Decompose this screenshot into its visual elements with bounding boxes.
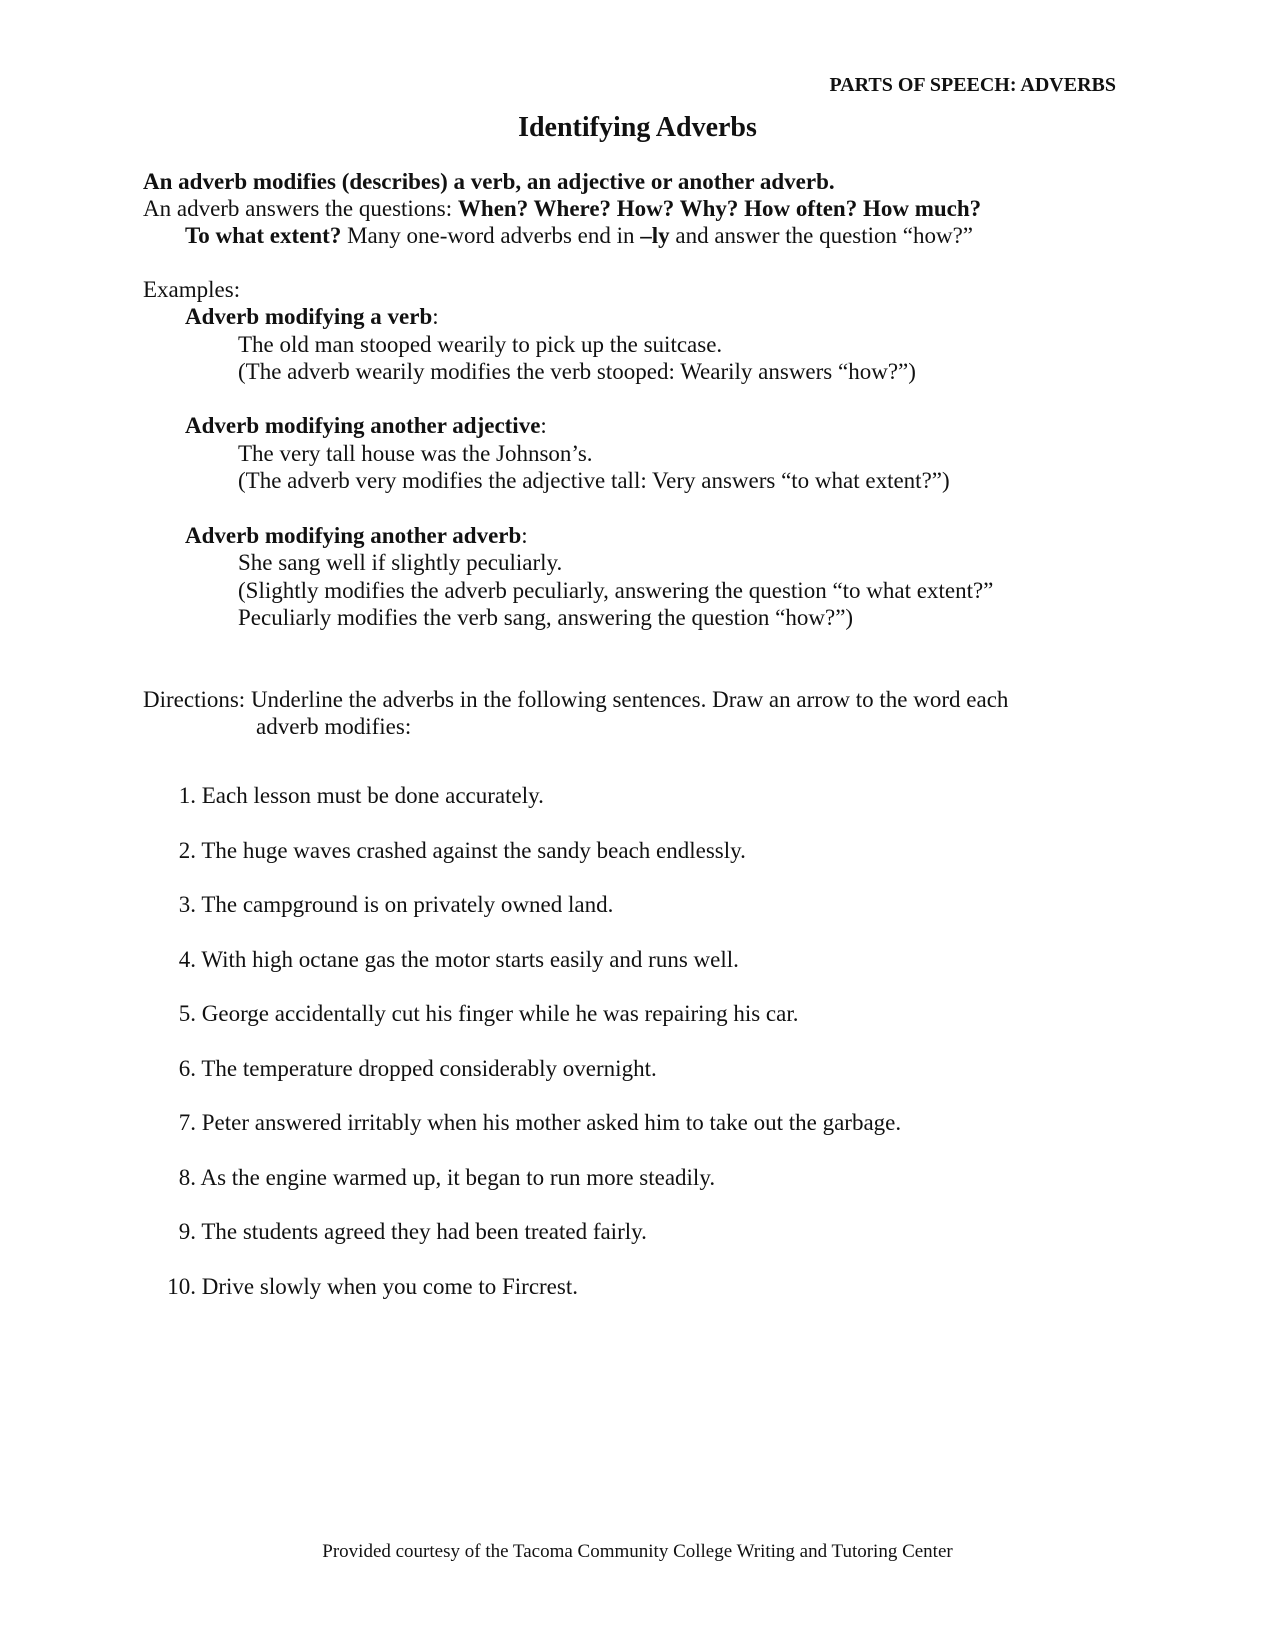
example-verb-sentence: The old man stooped wearily to pick up the suitcase. <box>238 332 723 357</box>
exercise-text: Each lesson must be done accurately. <box>201 783 544 808</box>
exercise-item <box>160 1164 715 1191</box>
exercise-text: The huge waves crashed against the sandy beach endlessly. <box>201 838 746 863</box>
exercise-text: Peter answered irritably when his mother asked him to take out the garbage. <box>201 1110 902 1135</box>
example-verb-explanation: (The adverb wearily modifies the verb stooped: Wearily answers “how?”) <box>238 359 916 384</box>
exercise-item <box>160 837 746 864</box>
exercise-text: With high octane gas the motor starts easily and runs well. <box>201 947 739 972</box>
intro-ly-tail: and answer the question “how?” <box>669 223 974 248</box>
page-title: Identifying Adverbs <box>518 112 757 143</box>
exercise-item <box>160 782 544 809</box>
exercise-text: Drive slowly when you come to Fircrest. <box>201 1274 578 1299</box>
intro-ly-suffix: –ly <box>640 223 670 248</box>
page-header: PARTS OF SPEECH: ADVERBS <box>829 74 1116 96</box>
exercise-number: 5. <box>178 1001 196 1026</box>
exercise-number: 1. <box>178 783 196 808</box>
directions-line-1: Directions: Underline the adverbs in the following sentences. Draw an arrow to the word each <box>143 687 1009 712</box>
example-adverb-title: Adverb modifying another adverb <box>185 523 522 548</box>
directions-line-2: adverb modifies: <box>256 714 412 739</box>
exercise-item <box>160 1273 578 1300</box>
exercise-number: 6. <box>178 1056 196 1081</box>
exercise-item <box>160 1218 647 1245</box>
example-adverb-heading <box>185 522 528 549</box>
example-adverb-colon: : <box>521 523 528 548</box>
exercise-number: 2. <box>178 838 196 863</box>
intro-definition: An adverb modifies (describes) a verb, an adjective or another adverb. <box>143 169 835 194</box>
example-adverb-explanation-1: (Slightly modifies the adverb peculiarly, answering the question “to what extent?” <box>238 578 994 603</box>
exercise-text: The students agreed they had been treated fairly. <box>201 1219 647 1244</box>
exercise-text: The temperature dropped considerably overnight. <box>201 1056 657 1081</box>
example-adjective-explanation: (The adverb very modifies the adjective tall: Very answers “to what extent?”) <box>238 468 950 493</box>
example-verb-colon: : <box>432 304 439 329</box>
example-adjective-sentence: The very tall house was the Johnson’s. <box>238 441 593 466</box>
exercise-text: As the engine warmed up, it began to run more steadily. <box>200 1165 716 1190</box>
page-footer: Provided courtesy of the Tacoma Community College Writing and Tutoring Center <box>322 1541 953 1562</box>
example-adjective-colon: : <box>540 413 547 438</box>
intro-extent-question: To what extent? <box>185 223 342 248</box>
intro-questions <box>143 195 981 222</box>
example-adverb-sentence: She sang well if slightly peculiarly. <box>238 550 563 575</box>
exercise-text: George accidentally cut his finger while he was repairing his car. <box>201 1001 799 1026</box>
exercise-number: 9. <box>178 1219 196 1244</box>
example-adjective-heading <box>185 412 547 439</box>
exercise-number: 4. <box>178 947 196 972</box>
exercise-item <box>160 1000 798 1027</box>
intro-extent <box>185 222 973 249</box>
intro-ly-lead: Many one-word adverbs end in <box>341 223 641 248</box>
exercise-number: 7. <box>178 1110 196 1135</box>
intro-questions-list: When? Where? How? Why? How often? How much? <box>457 196 982 221</box>
exercise-number: 8. <box>178 1165 196 1190</box>
exercise-text: The campground is on privately owned land. <box>201 892 614 917</box>
examples-label: Examples: <box>143 277 241 302</box>
exercise-number: 10. <box>167 1274 196 1299</box>
example-verb-heading <box>185 303 439 330</box>
exercise-number: 3. <box>178 892 196 917</box>
example-adjective-title: Adverb modifying another adjective <box>185 413 541 438</box>
exercise-item <box>160 946 739 973</box>
example-verb-title: Adverb modifying a verb <box>185 304 433 329</box>
example-adverb-explanation-2: Peculiarly modifies the verb sang, answering the question “how?”) <box>238 605 854 630</box>
exercise-item <box>160 1109 901 1136</box>
exercise-item <box>160 1055 657 1082</box>
exercise-item <box>160 891 613 918</box>
intro-questions-lead: An adverb answers the questions: <box>143 196 458 221</box>
